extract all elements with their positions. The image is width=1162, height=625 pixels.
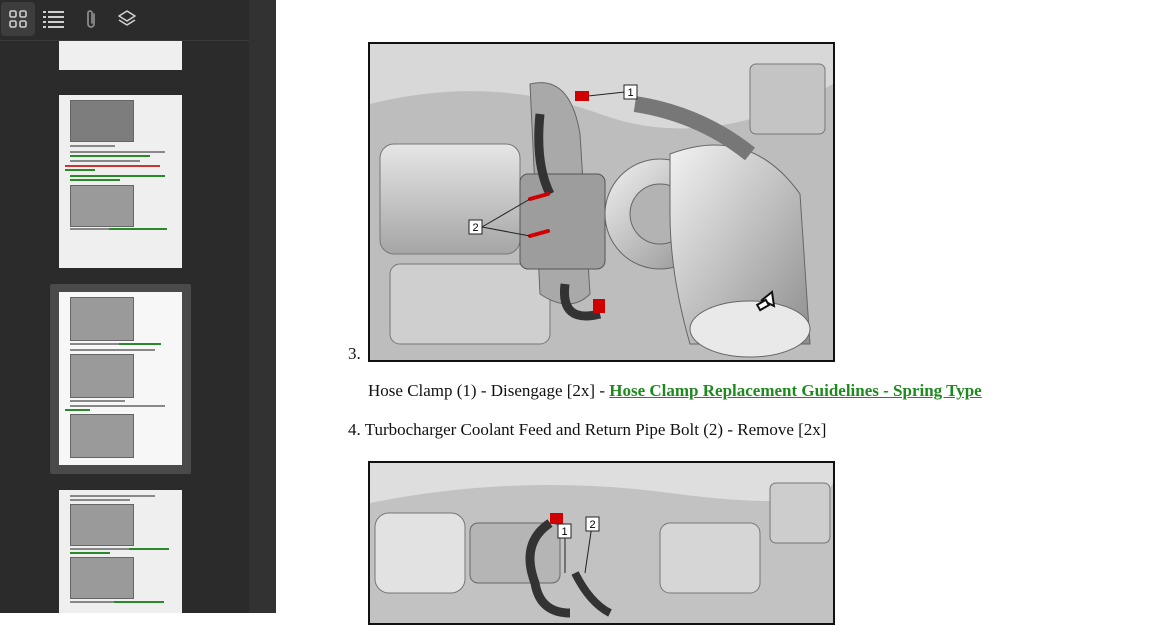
step-3-text <box>368 381 982 401</box>
layers-icon <box>117 9 137 29</box>
engine-figure-2 <box>368 461 835 625</box>
layers-view-button[interactable] <box>110 2 144 36</box>
paperclip-icon <box>83 8 99 30</box>
callout-1: 1 <box>561 526 568 538</box>
hose-clamp-guidelines-link[interactable]: Hose Clamp Replacement Guidelines - Spring Type <box>609 381 982 400</box>
page-thumbnail[interactable] <box>59 95 182 268</box>
thumbnail-figure <box>70 354 134 398</box>
thumbnail-figure <box>70 414 134 458</box>
thumbnail-figure <box>70 185 134 227</box>
engine-illustration <box>370 44 833 360</box>
callout-1: 1 <box>627 87 634 99</box>
callout-2: 2 <box>589 519 596 531</box>
attachments-view-button[interactable] <box>74 2 108 36</box>
document-page <box>276 0 1162 613</box>
step-4-text: 4. Turbocharger Coolant Feed and Return Pipe Bolt (2) - Remove [2x] <box>348 420 827 439</box>
thumbnail-figure <box>70 504 134 546</box>
page-thumbnail[interactable] <box>59 41 182 70</box>
sidebar-toolbar <box>0 0 249 41</box>
grid-icon <box>9 10 27 28</box>
thumbnail-figure <box>70 557 134 599</box>
list-icon <box>43 10 65 28</box>
sidebar-resizer[interactable] <box>249 0 276 613</box>
thumbnail-figure <box>70 297 134 341</box>
page-thumbnail-current[interactable] <box>59 292 182 465</box>
thumbnail-sidebar <box>0 0 249 613</box>
engine-figure-1 <box>368 42 835 362</box>
outline-view-button[interactable] <box>37 2 71 36</box>
page-thumbnail[interactable] <box>59 490 182 613</box>
engine-illustration <box>370 463 833 623</box>
thumbnail-figure <box>70 100 134 142</box>
step-3-number: 3. <box>348 344 361 363</box>
step-3-instruction: Hose Clamp (1) - Disengage [2x] - <box>368 381 610 400</box>
callout-2: 2 <box>472 222 479 234</box>
thumbnail-list <box>0 41 249 613</box>
thumbnails-view-button[interactable] <box>1 2 35 36</box>
